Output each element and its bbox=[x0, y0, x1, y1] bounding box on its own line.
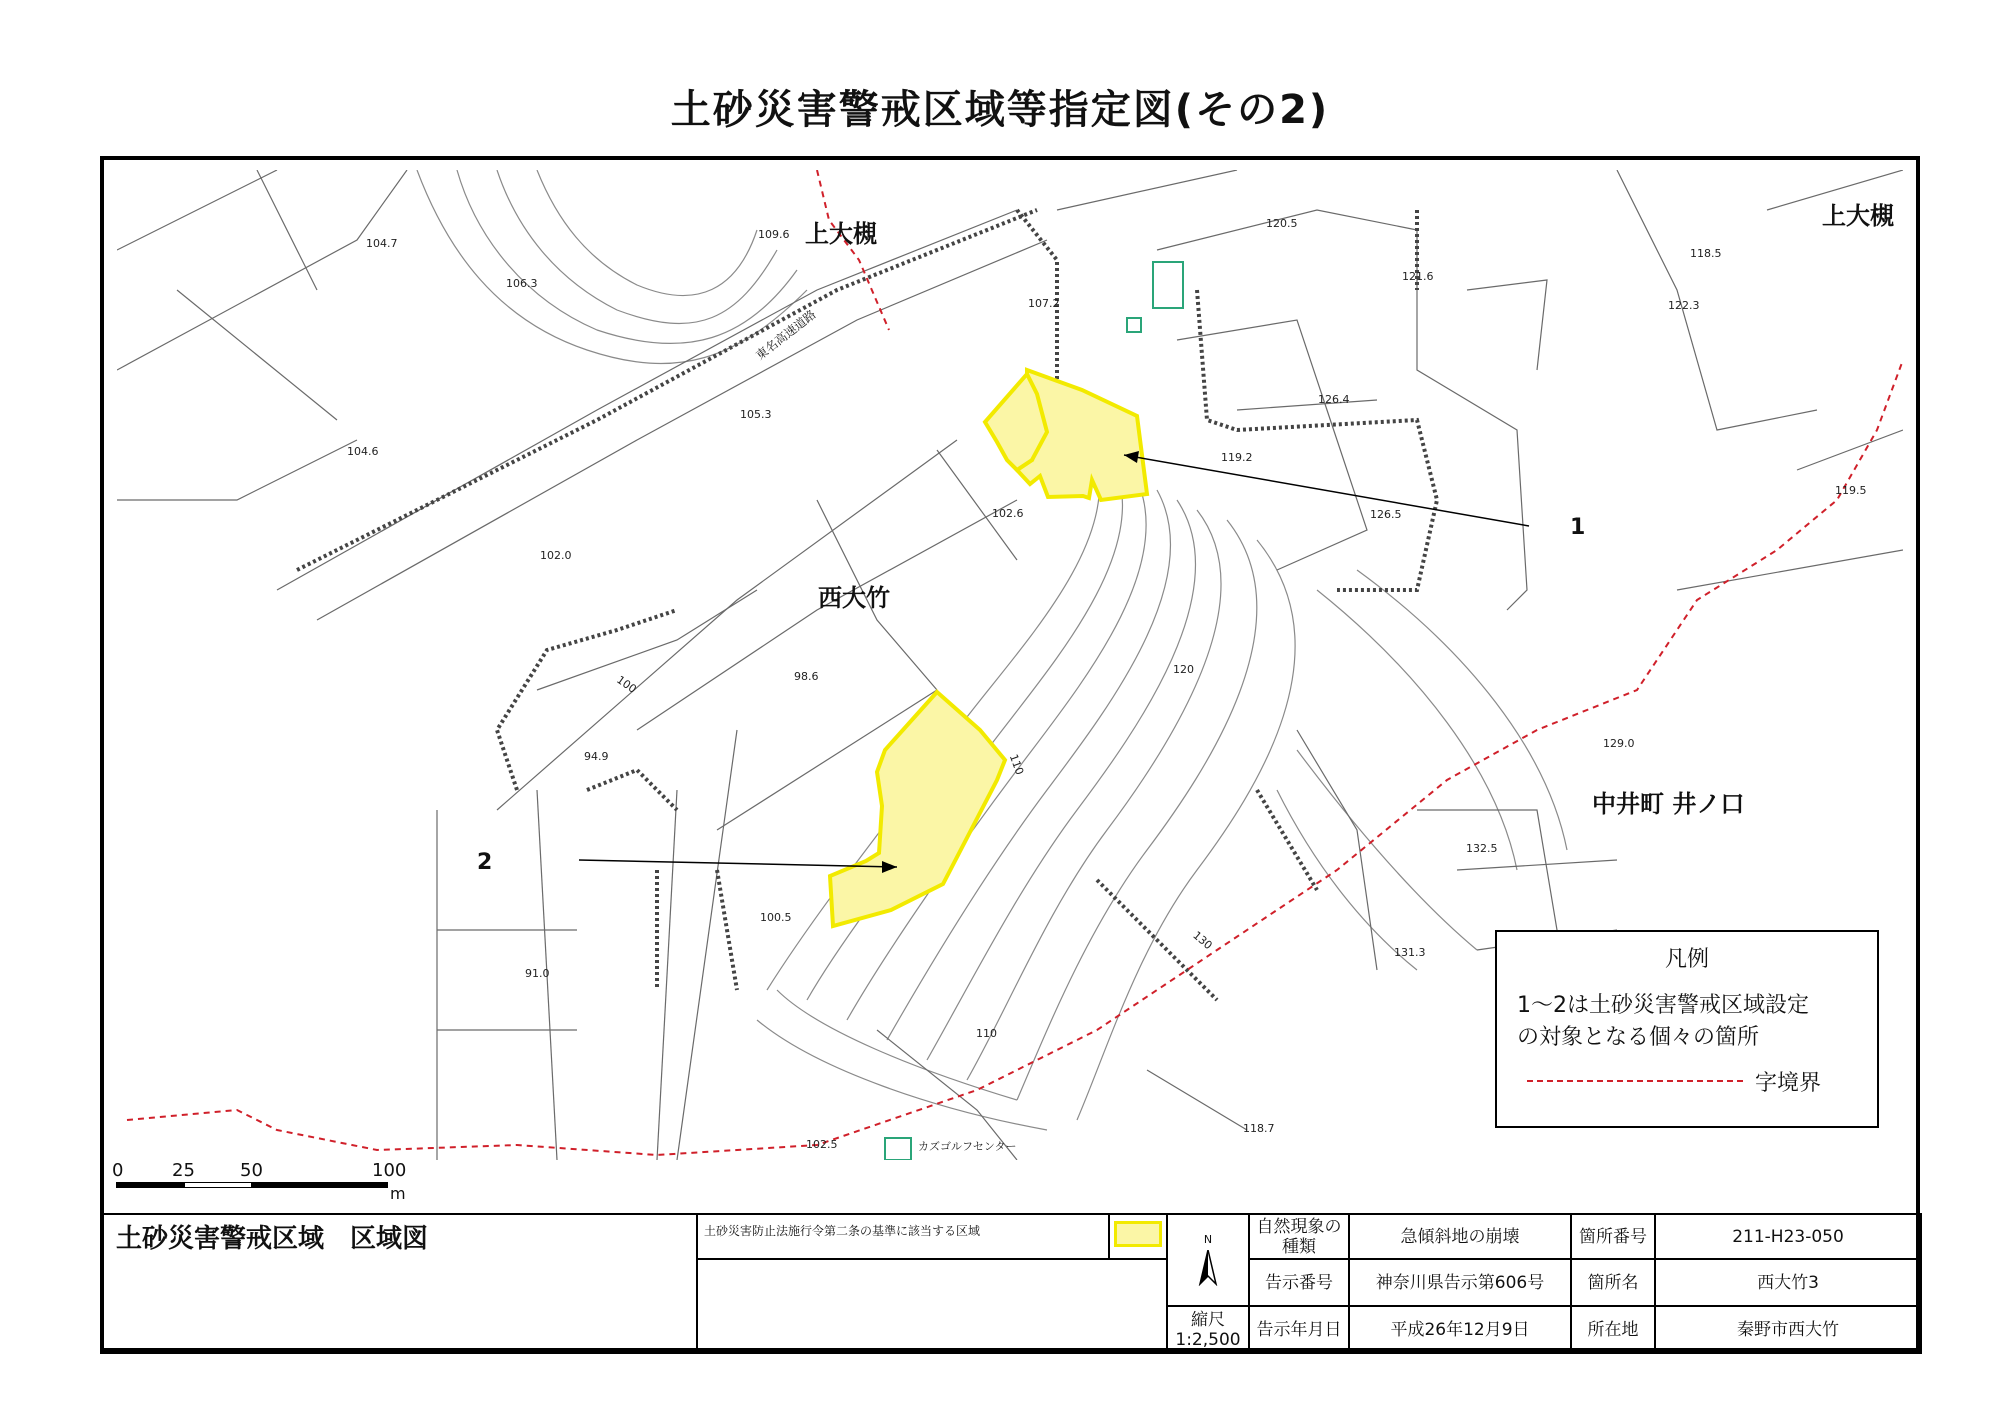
north-arrow-icon bbox=[1198, 1250, 1218, 1286]
elevation-label: 120 bbox=[1173, 663, 1194, 676]
elevation-label: 102.0 bbox=[540, 549, 572, 562]
elevation-label: 126.5 bbox=[1370, 508, 1402, 521]
callout-number-2: 2 bbox=[477, 850, 493, 875]
elevation-label: 119.5 bbox=[1835, 484, 1867, 497]
elevation-label: 122.3 bbox=[1668, 299, 1700, 312]
north-arrow-cell bbox=[1167, 1214, 1249, 1306]
elevation-label: 110 bbox=[1006, 752, 1027, 777]
elevation-label: 121.6 bbox=[1402, 270, 1434, 283]
hazard-zone-2 bbox=[830, 692, 1005, 926]
elevation-label: 106.3 bbox=[506, 277, 538, 290]
elevation-label: 104.7 bbox=[366, 237, 398, 250]
location-label: 所在地 bbox=[1571, 1306, 1655, 1353]
scale-label: 縮尺 bbox=[1191, 1309, 1225, 1330]
elevation-label: 94.9 bbox=[584, 750, 609, 763]
elevation-label: 110 bbox=[976, 1027, 997, 1040]
map-type-title: 土砂災害警戒区域 区域図 bbox=[101, 1214, 697, 1353]
criteria-text: 土砂災害防止法施行令第二条の基準に該当する区域 bbox=[697, 1214, 1109, 1259]
legend-boundary-label: 字境界 bbox=[1755, 1071, 1822, 1096]
elevation-label: 104.6 bbox=[347, 445, 379, 458]
notice-no-value: 神奈川県告示第606号 bbox=[1349, 1259, 1571, 1306]
elevation-label: 118.7 bbox=[1243, 1122, 1275, 1135]
criteria-blank bbox=[697, 1259, 1167, 1353]
elevation-label: 100 bbox=[614, 673, 639, 696]
phenomenon-value: 急傾斜地の崩壊 bbox=[1349, 1214, 1571, 1259]
scale-tick: 50 bbox=[240, 1160, 263, 1181]
elevation-label: 126.4 bbox=[1318, 393, 1350, 406]
site-name-label: 箇所名 bbox=[1571, 1259, 1655, 1306]
scale-tick: 100 bbox=[372, 1160, 407, 1181]
road-label: 東名高速道路 bbox=[753, 307, 819, 363]
scale-segment bbox=[252, 1182, 388, 1188]
legend-line: の対象となる個々の箇所 bbox=[1517, 1025, 1760, 1050]
elevation-label: 102.6 bbox=[992, 507, 1024, 520]
location-value: 秦野市西大竹 bbox=[1655, 1306, 1921, 1353]
elevation-label: 131.3 bbox=[1394, 946, 1426, 959]
elevation-label: 102.5 bbox=[806, 1138, 838, 1151]
town-boundary-line bbox=[817, 170, 889, 330]
boundary-line-sample bbox=[1527, 1080, 1743, 1082]
phenomenon-label: 自然現象の種類 bbox=[1249, 1214, 1349, 1259]
elevation-label: 129.0 bbox=[1603, 737, 1635, 750]
scale-cell bbox=[1167, 1306, 1249, 1353]
notice-no-label: 告示番号 bbox=[1249, 1259, 1349, 1306]
page-title: 土砂災害警戒区域等指定図(その2) bbox=[670, 87, 1330, 133]
place-kamiozuki-right: 上大槻 bbox=[1822, 202, 1894, 230]
elevation-label: 105.3 bbox=[740, 408, 772, 421]
elevation-label: 118.5 bbox=[1690, 247, 1722, 260]
elevation-label: 91.0 bbox=[525, 967, 550, 980]
criteria-swatch-cell bbox=[1109, 1214, 1167, 1259]
elevation-label: 132.5 bbox=[1466, 842, 1498, 855]
contour-lines bbox=[417, 170, 1567, 1130]
scale-value: 1:2,500 bbox=[1175, 1329, 1241, 1350]
elevation-label: 109.6 bbox=[758, 228, 790, 241]
scale-segment bbox=[116, 1182, 184, 1188]
elevation-label: 100.5 bbox=[760, 911, 792, 924]
callout-number-1: 1 bbox=[1570, 515, 1586, 540]
notice-date-value: 平成26年12月9日 bbox=[1349, 1306, 1571, 1353]
scale-tick: 0 bbox=[112, 1160, 124, 1181]
scale-unit: m bbox=[390, 1184, 406, 1203]
site-no-value: 211-H23-050 bbox=[1655, 1214, 1921, 1259]
notice-date-label: 告示年月日 bbox=[1249, 1306, 1349, 1353]
scale-tick: 25 bbox=[172, 1160, 195, 1181]
elevation-label: 119.2 bbox=[1221, 451, 1253, 464]
scale-segment bbox=[184, 1182, 252, 1188]
place-kamiozuki-left: 上大槻 bbox=[805, 220, 877, 248]
info-table bbox=[100, 1213, 1922, 1354]
elevation-label: 120.5 bbox=[1266, 217, 1298, 230]
hazard-zone-swatch bbox=[1114, 1221, 1162, 1247]
place-nakai-inokuchi: 中井町 井ノ口 bbox=[1592, 790, 1745, 818]
north-label: N bbox=[1203, 1232, 1213, 1246]
legend-line: 1～2は土砂災害警戒区域設定 bbox=[1517, 993, 1809, 1018]
scale-bar bbox=[112, 1160, 408, 1204]
place-nishiotake: 西大竹 bbox=[818, 584, 890, 612]
legend-heading: 凡例 bbox=[1664, 947, 1709, 972]
golf-center-label: カズゴルフセンター bbox=[918, 1140, 1017, 1153]
elevation-label: 107.2 bbox=[1028, 297, 1060, 310]
elevation-label: 130 bbox=[1190, 928, 1215, 953]
callout-arrow-2 bbox=[579, 860, 897, 867]
site-no-label: 箇所番号 bbox=[1571, 1214, 1655, 1259]
legend-box bbox=[1495, 930, 1879, 1128]
legend-description bbox=[1517, 990, 1809, 1054]
elevation-label: 98.6 bbox=[794, 670, 819, 683]
callout-arrow-1 bbox=[1124, 455, 1529, 526]
site-name-value: 西大竹3 bbox=[1655, 1259, 1921, 1306]
